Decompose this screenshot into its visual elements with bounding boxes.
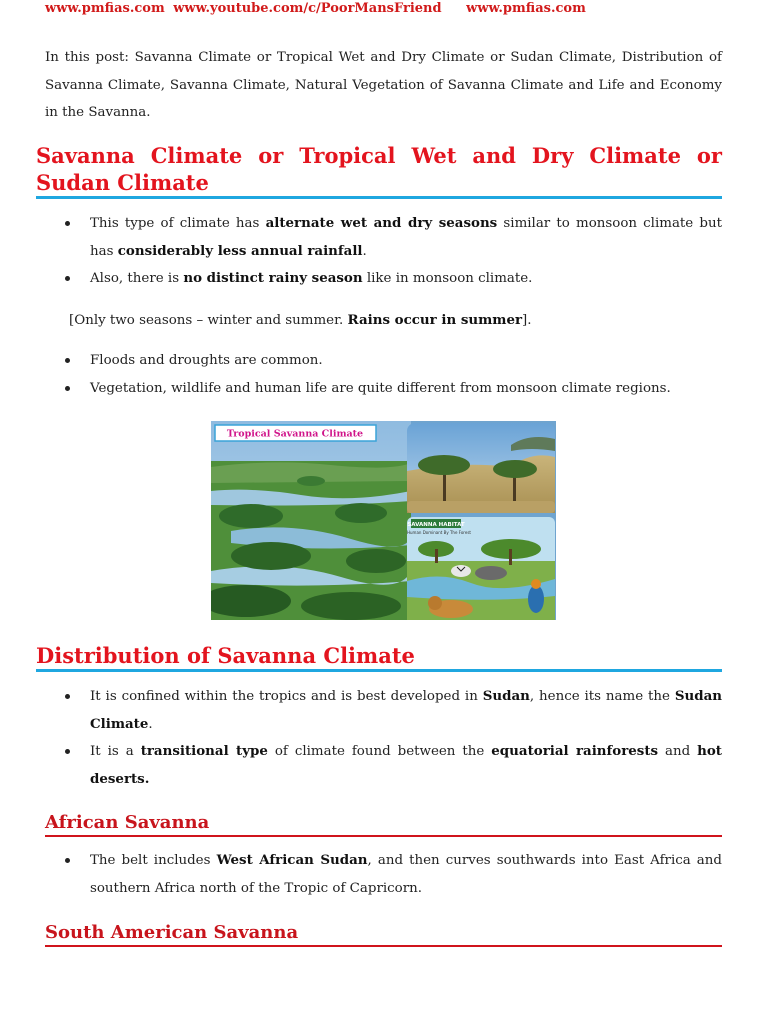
seasons-note: [Only two seasons – winter and summer. Rains occur in summer]. [69, 312, 532, 328]
header-link-site-2[interactable]: www.pmfias.com [466, 1, 586, 16]
section1-bullet-list-2 [63, 347, 722, 402]
bullet-item: Also, there is no distinct rainy season like in monsoon climate. [63, 265, 722, 293]
figure-label: Tropical Savanna Climate [226, 428, 364, 440]
habitat-sublabel: Human Dominant By The Forest [407, 530, 471, 535]
header-link-youtube[interactable]: www.youtube.com/c/PoorMansFriend [173, 1, 442, 16]
bullet-dot [65, 276, 70, 281]
section-heading-savanna-climate: Savanna Climate or Tropical Wet and Dry Climate or Sudan Climate [36, 142, 722, 199]
section2-bullet-list [63, 683, 722, 793]
bullet-item: Vegetation, wildlife and human life are quite different from monsoon climate regions. [63, 375, 722, 403]
header-link-site[interactable]: www.pmfias.com [45, 1, 165, 16]
intro-paragraph: In this post: Savanna Climate or Tropical Wet and Dry Climate or Sudan Climate, Distribution of Savanna Climate, Savanna Climate, Natural Vegetation of Savanna Climate and Life and Economy in the Savanna. [45, 50, 722, 120]
section1-bullet-list [63, 210, 722, 293]
header-links [45, 1, 586, 16]
bullet-item: It is a transitional type of climate found between the equatorial rainforests and hot deserts. [63, 738, 722, 793]
section-heading-south-american-savanna: South American Savanna [45, 921, 722, 947]
bullet-dot [65, 694, 70, 699]
bullet-dot [65, 858, 70, 863]
bullet-dot [65, 221, 70, 226]
habitat-label: SAVANNA HABITAT [407, 522, 465, 528]
bullet-item: It is confined within the tropics and is best developed in Sudan, hence its name the Sudan Climate. [63, 683, 722, 738]
bullet-dot [65, 386, 70, 391]
bullet-item: The belt includes West African Sudan, and then curves southwards into East Africa and southern Africa north of the Tropic of Capricorn. [63, 847, 722, 902]
savanna-landscape-illustration [211, 421, 556, 620]
bullet-dot [65, 358, 70, 363]
bullet-item: This type of climate has alternate wet and dry seasons similar to monsoon climate but has considerably less annual rainfall. [63, 210, 722, 265]
section3-bullet-list [63, 847, 722, 902]
section-heading-african-savanna: African Savanna [45, 811, 722, 837]
section-heading-distribution: Distribution of Savanna Climate [36, 642, 722, 672]
savanna-figure [211, 421, 556, 620]
bullet-dot [65, 749, 70, 754]
bullet-item: Floods and droughts are common. [63, 347, 722, 375]
